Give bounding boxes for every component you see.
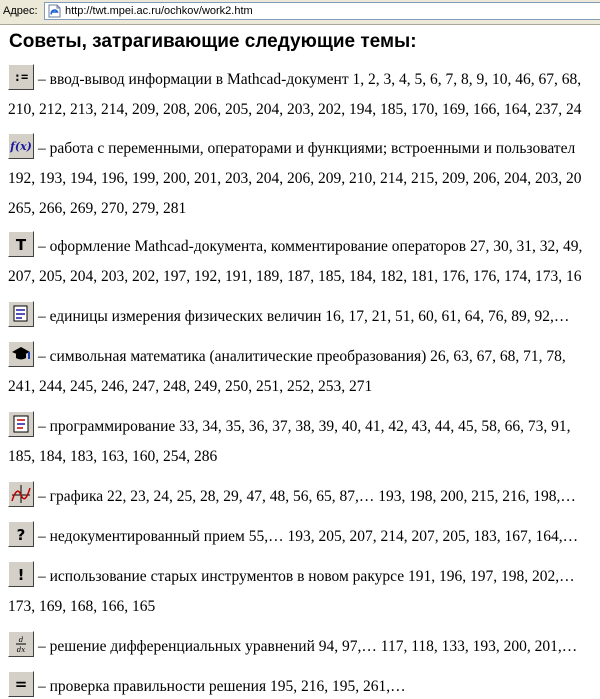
svg-text:dx: dx xyxy=(16,646,26,654)
equals-icon[interactable] xyxy=(8,671,34,697)
topic-text: – оформление Mathcad-документа, комментирование операторов 27, 30, 31, 32, 49, xyxy=(38,238,583,255)
exclamation-icon[interactable] xyxy=(8,561,34,587)
topic-text-continued: 185, 184, 183, 163, 160, 254, 286 xyxy=(8,448,218,465)
topic-text: – решение дифференциальных уравнений 94, 97,… 117, 118, 133, 193, 200, 201,… xyxy=(38,638,578,655)
topic-text: – ввод-вывод информации в Mathcad-документ 1, 2, 3, 4, 5, 6, 7, 8, 9, 10, 46, 67, 68, xyxy=(38,71,582,88)
svg-text:=: = xyxy=(14,675,28,693)
svg-text:f(x): f(x) xyxy=(10,140,32,153)
svg-text:T: T xyxy=(15,236,27,254)
address-field[interactable] xyxy=(44,2,600,20)
topic-text: – недокументированный прием 55,… 193, 205, 207, 214, 207, 205, 183, 167, 164,… xyxy=(38,528,579,545)
svg-text:d: d xyxy=(18,636,24,644)
page-heading: Советы, затрагивающие следующие темы: xyxy=(9,31,417,52)
page-icon xyxy=(48,4,61,18)
topic-text: – единицы измерения физических величин 16, 17, 21, 51, 60, 61, 64, 76, 89, 92,… xyxy=(38,308,570,325)
svg-text::=: := xyxy=(13,70,29,84)
topic-text: – символьная математика (аналитические преобразования) 26, 63, 67, 68, 71, 78, xyxy=(38,348,566,365)
topic-text: – использование старых инструментов в новом ракурсе 191, 196, 197, 198, 202,… xyxy=(38,568,575,585)
programming-icon[interactable] xyxy=(8,411,34,437)
topic-text-continued: 265, 266, 269, 270, 279, 281 xyxy=(8,200,187,217)
topic-text: – проверка правильности решения 195, 216, 195, 261,… xyxy=(38,678,406,695)
text-t-icon[interactable] xyxy=(8,231,34,257)
function-fx-icon[interactable] xyxy=(8,133,34,159)
topic-text-continued: 241, 244, 245, 246, 247, 248, 249, 250, 251, 252, 253, 271 xyxy=(8,378,373,395)
topic-text-continued: 192, 193, 194, 196, 199, 200, 201, 203, 204, 206, 209, 210, 214, 215, 209, 206, 204, 203, 20 xyxy=(8,170,582,187)
svg-text:!: ! xyxy=(17,566,25,584)
units-icon[interactable] xyxy=(8,301,34,327)
assign-operator-icon[interactable] xyxy=(8,64,34,90)
topic-text: – работа с переменными, операторами и функциями; встроенными и пользовател xyxy=(38,140,576,157)
graph-icon[interactable] xyxy=(8,481,34,507)
svg-text:?: ? xyxy=(16,526,26,544)
page-content xyxy=(0,25,600,699)
symbolic-cap-icon[interactable] xyxy=(8,341,34,367)
question-icon[interactable] xyxy=(8,521,34,547)
topic-text: – программирование 33, 34, 35, 36, 37, 38, 39, 40, 41, 42, 43, 44, 45, 58, 66, 73, 91, xyxy=(38,418,571,435)
address-label: Адрес: xyxy=(3,5,38,17)
address-url[interactable]: http://twt.mpei.ac.ru/ochkov/work2.htm xyxy=(65,5,253,17)
topic-text: – графика 22, 23, 24, 25, 28, 29, 47, 48, 56, 65, 87,… 193, 198, 200, 215, 216, 198,… xyxy=(38,488,576,505)
address-bar xyxy=(0,0,600,25)
topic-text-continued: 210, 212, 213, 214, 209, 208, 206, 205, 204, 203, 202, 194, 185, 170, 169, 166, 164, 237, 24 xyxy=(8,101,582,118)
topic-text-continued: 207, 205, 204, 203, 202, 197, 192, 191, 189, 187, 185, 184, 182, 181, 176, 176, 174, 173, 16 xyxy=(8,268,582,285)
derivative-icon[interactable] xyxy=(8,631,34,657)
topic-text-continued: 173, 169, 168, 166, 165 xyxy=(8,598,156,615)
